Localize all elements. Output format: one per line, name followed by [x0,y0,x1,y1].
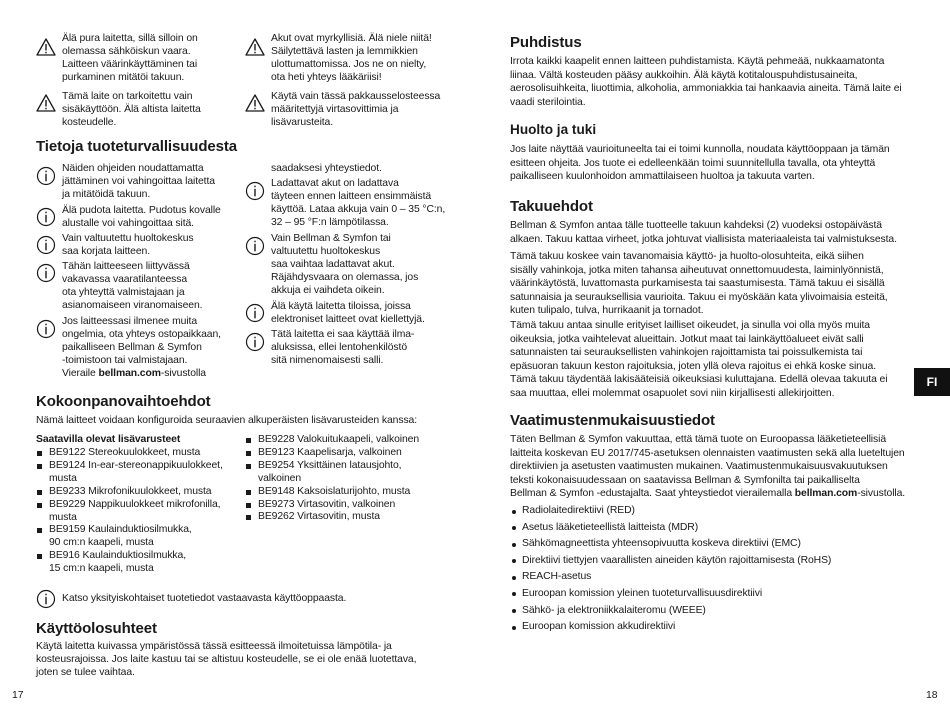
info-icon [36,263,56,283]
list-item: BE9262 Virtasovitin, musta [245,511,470,524]
page-number-right: 18 [926,690,938,701]
list-item: Sähkömagneettista yhteensopivuutta koskeva direktiivi (EMC) [512,536,922,553]
warning-text: Käytä vain tässä pakkausselosteessa määritettyjä virtasovittimia ja lisävarusteita. [271,91,441,128]
usage-text: Käytä laitetta kuivassa ympäristössä tässä esitteessä ilmoitetuissa lämpötila- ja kosteusrajoissa. Jos laite kastuu tai se altistuu kosteudelle, se ei ole enää luotettava, joten se tulee vaihtaa. [36,641,417,678]
info-icon [36,589,56,609]
warranty-paragraph: Bellman & Symfon antaa tälle tuotteelle takuun kahdeksi (2) vuodeksi ostopäivästä alkaen. Takuu kattaa virheet, jotka johtuvat viallisista materiaaleista tai valmistuksesta. [510,220,897,245]
info-icon [245,236,265,256]
info-text: Näiden ohjeiden noudattamatta jättäminen voi vahingoittaa laitetta ja mitätöidä takuun. [62,163,215,200]
cleaning-text: Irrota kaikki kaapelit ennen laitteen puhdistamista. Käytä pehmeää, nukkaamatonta liinaa. Vältä kosteuden pääsy aukkoihin. Älä käytä kotitalouspuhdistusaineita, aerosolisuihkeita, liuottimia, alkoholia, ammoniakkia tai hankaavia aineita. Tämä laite ei vaadi sterilointia. [510,56,902,108]
list-item: BE916 Kaulainduktiosilmukka, 15 cm:n kaapeli, musta [36,550,241,576]
section-title-cleaning: Puhdistus [510,34,582,51]
info-text: Katso yksityiskohtaiset tuotetiedot vastaavasta käyttöoppaasta. [62,593,347,604]
list-item: BE9233 Mikrofonikuulokkeet, musta [36,486,241,499]
service-text: Jos laite näyttää vaurioituneelta tai ei toimi kunnolla, noudata käyttöoppaan ja tämän esitteen ohjeita. Jos tuote ei edelleenkään toimi suunnitellulla tavalla, ota yhteyttä paikalliseen kuulonhoidon ammattilaiseen huoltoa ja takuuta varten. [510,144,890,182]
info-text: Vain valtuutettu huoltokeskus saa korjata laitteen. [62,233,194,257]
list-item: BE9228 Valokuitukaapeli, valkoinen [245,434,470,447]
compliance-text: Täten Bellman & Symfon vakuuttaa, että tämä tuote on Euroopassa lääketieteellisiä laitteita koskevan EU 2017/745-asetuksen olennaisten vaatimusten sekä alla lueteltujen direktiivien ja asetusten vaatimusten mukainen. Vaatimustenmukaisuusvakuutuksen teksti kokonaisuudessaan on saatavissa Bellman & Symfonilta tai paikalliselta Bellman & Symfon -edustajalta. Saat yhteystiedot vierailemalla bellman.com-sivustolla. [510,434,906,499]
warranty-paragraph: Tämä takuu antaa sinulle erityiset lailliset oikeudet, ja sinulla voi olla myös muita oikeuksia, jotka vaihtelevat alueittain. Jotkut maat tai lainkäyttöalueet eivät salli satunnaisten tai seurauksellisten vahinkojen rajoittamista tai poissulkemista tai epäsuoran takuun keston rajoituksia, joten yllä oleva rajoitus ei ehkä koske sinua. Tämä takuu täydentää lakisääteisiä oikeuksiasi kuluttajana. Edellä olevaa takuuta ei saa muuttaa, ellei molemmat osapuolet sovi niin kirjallisesti allekirjoitten. [510,320,888,399]
info-text: Jos laitteessasi ilmenee muita ongelmia, ota yhteys ostopaikkaan, paikalliseen Bellman & Symfon -toimistoon tai valmistajaan. Vieraile bellman.com-sivustolla [62,316,221,379]
info-text: Tätä laitetta ei saa käyttää ilma- aluksissa, ellei lentohenkilöstö sitä nimenomaisesti salli. [271,329,415,366]
section-title-warranty: Takuuehdot [510,198,593,215]
info-icon [36,235,56,255]
info-icon [36,166,56,186]
info-text: Vain Bellman & Symfon tai valtuutettu huoltokeskus saa vaihtaa ladattavat akut. Räjähdysvaara on olemassa, jos akkuja ei vaihdeta oikein. [271,233,419,296]
list-item: BE9159 Kaulainduktiosilmukka, 90 cm:n kaapeli, musta [36,524,241,550]
website-link: bellman.com [98,367,161,379]
list-item: Euroopan komission akkudirektiivi [512,619,922,636]
info-text: Ladattavat akut on ladattava täyteen ennen laitteen ensimmäistä käyttöä. Lataa akkuja vain 0 – 35 °C:n, 32 – 95 °F:n lämpötilassa. [271,178,446,228]
page-number-left: 17 [12,690,24,701]
info-icon [245,332,265,352]
section-title-compliance: Vaatimustenmukaisuustiedot [510,412,715,429]
info-text: Tähän laitteeseen liittyvässä vakavassa vaaratilanteessa ota yhteyttä valmistajaan ja asianomaiseen viranomaiseen. [62,261,203,311]
accessories-list-col2 [245,434,470,524]
list-item: Radiolaitedirektiivi (RED) [512,503,922,520]
warning-triangle-icon [245,37,265,57]
configuration-intro: Nämä laitteet voidaan konfiguroida seuraavien alkuperäisten lisävarusteiden kanssa: [36,415,418,426]
info-icon [36,319,56,339]
info-text-continued: saadaksesi yhteystiedot. [271,163,382,174]
warranty-paragraph: Tämä takuu koskee vain tavanomaisia käyttö- ja huolto-olosuhteita, eikä siihen sisälly vahinkoja, jotka miten tahansa aiheutuvat onnettomuudesta, laiminlyönnistä, väärinkäytöstä, luvattomasta purkamisesta tai saastumisesta. Tämä takuu ei sisällä satunnaisia ja seurauksellisia vaurioita. Takuu ei myöskään kata ylivoimaisia esteitä, kuten tulipalo, tulva, hurrikaanit ja tornadot. [510,251,888,316]
info-text: Älä pudota laitetta. Pudotus kovalle alustalle voi vahingoittaa sitä. [62,205,221,229]
directives-list [512,503,922,636]
list-item: BE9124 In-ear-stereonappikuulokkeet, musta [36,460,241,486]
list-item: BE9229 Nappikuulokkeet mikrofonilla, musta [36,499,241,525]
section-title-service: Huolto ja tuki [510,122,597,137]
info-icon [36,207,56,227]
list-item: Sähkö- ja elektroniikkalaiteromu (WEEE) [512,603,922,620]
accessories-title: Saatavilla olevat lisävarusteet [36,434,181,445]
warning-text: Tämä laite on tarkoitettu vain sisäkäyttöön. Älä altista laitetta kosteudelle. [62,91,201,128]
info-icon [245,303,265,323]
list-item: BE9273 Virtasovitin, valkoinen [245,499,470,512]
language-tab: FI [914,368,950,396]
warning-triangle-icon [36,37,56,57]
section-title-configuration: Kokoonpanovaihtoehdot [36,393,211,410]
warning-text: Akut ovat myrkyllisiä. Älä niele niitä! Säilytettävä lasten ja lemmikkien ulottumattomissa. Jos ne on nielty, ota heti yhteys lääkäriisi! [271,33,432,83]
accessories-list-col1 [36,447,241,576]
warning-triangle-icon [245,93,265,113]
section-title-usage: Käyttöolosuhteet [36,620,157,637]
list-item: REACH-asetus [512,569,922,586]
list-item: BE9148 Kaksoislaturijohto, musta [245,486,470,499]
list-item: BE9254 Yksittäinen latausjohto, valkoinen [245,460,470,486]
list-item: Direktiivi tiettyjen vaarallisten aineiden käytön rajoittamisesta (RoHS) [512,553,922,570]
list-item: BE9122 Stereokuulokkeet, musta [36,447,241,460]
warning-triangle-icon [36,93,56,113]
section-title-safety: Tietoja tuoteturvallisuudesta [36,138,238,155]
info-icon [245,181,265,201]
website-link: bellman.com [794,488,858,499]
list-item: Euroopan komission yleinen tuoteturvallisuusdirektiivi [512,586,922,603]
right-page [475,0,950,713]
warning-text: Älä pura laitetta, sillä silloin on olemassa sähköiskun vaara. Laitteen väärinkäyttäminen tai purkaminen mitätöi takuun. [62,33,198,83]
list-item: Asetus lääketieteellistä laitteista (MDR) [512,520,922,537]
info-text: Älä käytä laitetta tiloissa, joissa elektroniset laitteet ovat kiellettyjä. [271,301,425,325]
list-item: BE9123 Kaapelisarja, valkoinen [245,447,470,460]
